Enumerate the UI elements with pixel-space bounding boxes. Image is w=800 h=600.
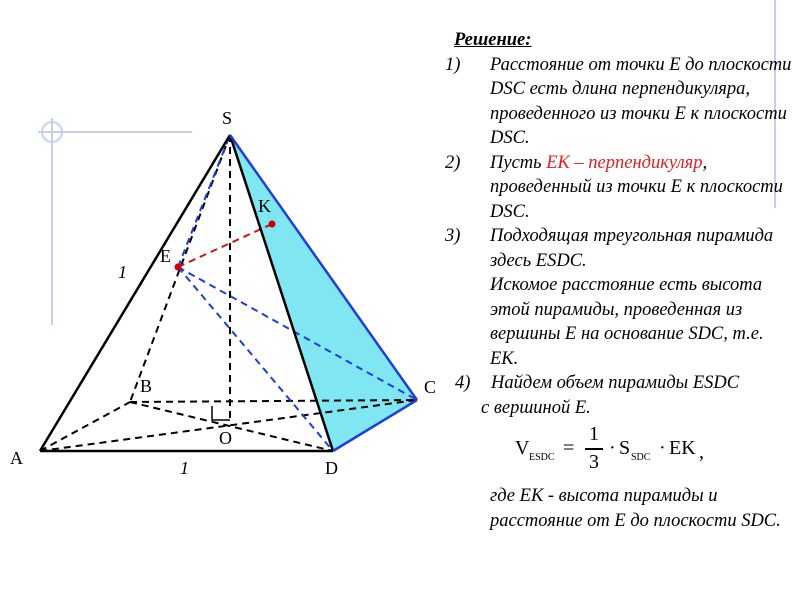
solution-text: [445, 28, 795, 533]
formula-explanation: где ЕК - высота пирамиды и расстояние от Е до плоскости SDC.: [490, 486, 781, 531]
step-4-continuation: с вершиной Е.: [481, 397, 591, 418]
right-angle-mark: [212, 406, 230, 420]
label-b: B: [140, 376, 153, 396]
step-4: [455, 371, 795, 396]
formula-numerator: 1: [589, 423, 599, 445]
point-e: [175, 264, 182, 271]
label-o: O: [219, 428, 232, 448]
label-edge-sa-length: 1: [118, 262, 127, 282]
step-1-text: Расстояние от точки Е до плоскости DSC есть длина перпендикуляра, проведенного из точки Е к плоскости DSC.: [490, 54, 792, 148]
label-d: D: [325, 458, 338, 478]
point-k: [269, 221, 276, 228]
step-4-text: Найдем объем пирамиды ESDC: [491, 373, 740, 393]
step-4-number: 4): [455, 373, 471, 393]
formula-denominator: 3: [589, 451, 599, 473]
step-3-text: Подходящая треугольная пирамида здесь ESDC.: [490, 226, 774, 271]
step-2-text-highlight: ЕК – перпендикуляр: [546, 152, 703, 173]
formula-v: V: [515, 437, 530, 459]
volume-formula: [515, 422, 795, 482]
step-3-continuation: Искомое расстояние есть высота этой пирамиды, проведенная из вершины Е на основание SDC, т.е. ЕК.: [490, 275, 764, 369]
formula-dot-1: ·: [609, 437, 616, 459]
step-2-number: 2): [445, 152, 461, 173]
label-edge-ad-length: 1: [180, 458, 189, 478]
label-e: E: [160, 246, 171, 266]
formula-v-subscript: ESDC: [529, 452, 555, 463]
formula-comma: ,: [699, 441, 704, 463]
formula-ek: EK: [669, 437, 696, 459]
solution-title: Решение:: [454, 30, 532, 50]
step-3-number: 3): [445, 226, 461, 246]
step-3: [445, 224, 795, 273]
step-2-text-after: , проведенный из точки Е к плоскости DSC.: [490, 152, 783, 222]
formula-s: S: [619, 437, 631, 459]
formula-s-subscript: SDC: [631, 452, 651, 463]
formula-equals: =: [563, 437, 575, 459]
formula-dot-2: ·: [659, 437, 666, 459]
label-k: K: [258, 196, 271, 216]
step-1-number: 1): [445, 54, 461, 75]
step-1: [445, 53, 795, 151]
label-c: C: [424, 377, 437, 397]
label-s: S: [222, 108, 233, 128]
step-2: [445, 151, 795, 225]
label-a: A: [10, 448, 23, 468]
step-2-text-before: Пусть: [490, 152, 547, 173]
